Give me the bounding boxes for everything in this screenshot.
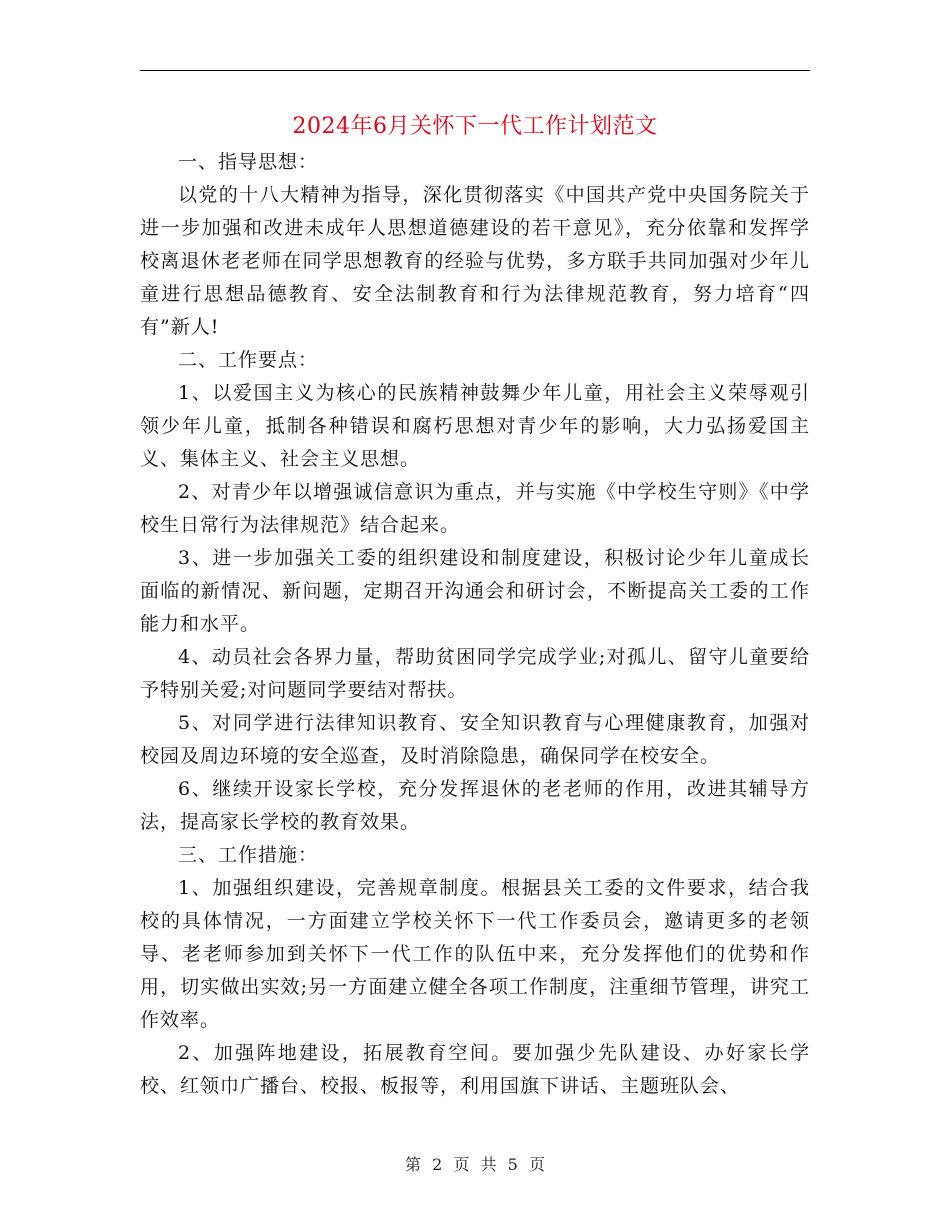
total-page-count: 5	[507, 1155, 518, 1174]
paragraph: 3、进一步加强关工委的组织建设和制度建设，积极讨论少年儿童成长面临的新情况、新问题，定期召开沟通会和研讨会，不断提高关工委的工作能力和水平。	[140, 547, 810, 635]
section-heading-work-measures: 三、工作措施：	[178, 844, 319, 866]
footer-page-word: 页	[453, 1155, 470, 1174]
paragraph: 1、加强组织建设，完善规章制度。根据县关工委的文件要求，结合我校的具体情况，一方面建立学校关怀下一代工作委员会，邀请更多的老领导、老老师参加到关怀下一代工作的队伍中来，充分发挥他们的优势和作用，切实做出实效;另一方面建立健全各项工作制度，注重细节管理，讲究工作效率。	[140, 877, 810, 1031]
section-heading-guiding-thought: 一、指导思想：	[178, 151, 319, 173]
paragraph: 6、继续开设家长学校，充分发挥退休的老老师的作用，改进其辅导方法，提高家长学校的教育效果。	[140, 778, 810, 833]
document-title: 2024年6月关怀下一代工作计划范文	[292, 114, 658, 139]
document-body	[140, 146, 810, 1103]
footer-total-word: 共	[480, 1155, 497, 1174]
page-footer	[0, 1153, 950, 1177]
footer-suffix: 页	[528, 1155, 545, 1174]
section-heading-work-points: 二、工作要点：	[178, 349, 319, 371]
header-rule	[140, 70, 810, 71]
paragraph: 2、对青少年以增强诚信意识为重点，并与实施《中学校生守则》《中学校生日常行为法律规范》结合起来。	[140, 481, 810, 536]
paragraph: 以党的十八大精神为指导，深化贯彻落实《中国共产党中央国务院关于进一步加强和改进未成年人思想道德建设的若干意见》，充分依靠和发挥学校离退休老老师在同学思想教育的经验与优势，多方联手共同加强对少年儿童进行思想品德教育、安全法制教育和行为法律规范教育，努力培育“四有”新人!	[140, 184, 810, 338]
paragraph: 1、以爱国主义为核心的民族精神鼓舞少年儿童，用社会主义荣辱观引领少年儿童，抵制各种错误和腐朽思想对青少年的影响，大力弘扬爱国主义、集体主义、社会主义思想。	[140, 382, 810, 470]
footer-prefix: 第	[405, 1155, 422, 1174]
current-page-number: 2	[432, 1155, 443, 1174]
paragraph: 5、对同学进行法律知识教育、安全知识教育与心理健康教育，加强对校园及周边环境的安全巡查，及时消除隐患，确保同学在校安全。	[140, 712, 810, 767]
paragraph: 2、加强阵地建设，拓展教育空间。要加强少先队建设、办好家长学校、红领巾广播台、校报、板报等，利用国旗下讲话、主题班队会、	[140, 1042, 810, 1097]
paragraph: 4、动员社会各界力量，帮助贫困同学完成学业;对孤儿、留守儿童要给予特别关爱;对问题同学要结对帮扶。	[140, 646, 810, 701]
